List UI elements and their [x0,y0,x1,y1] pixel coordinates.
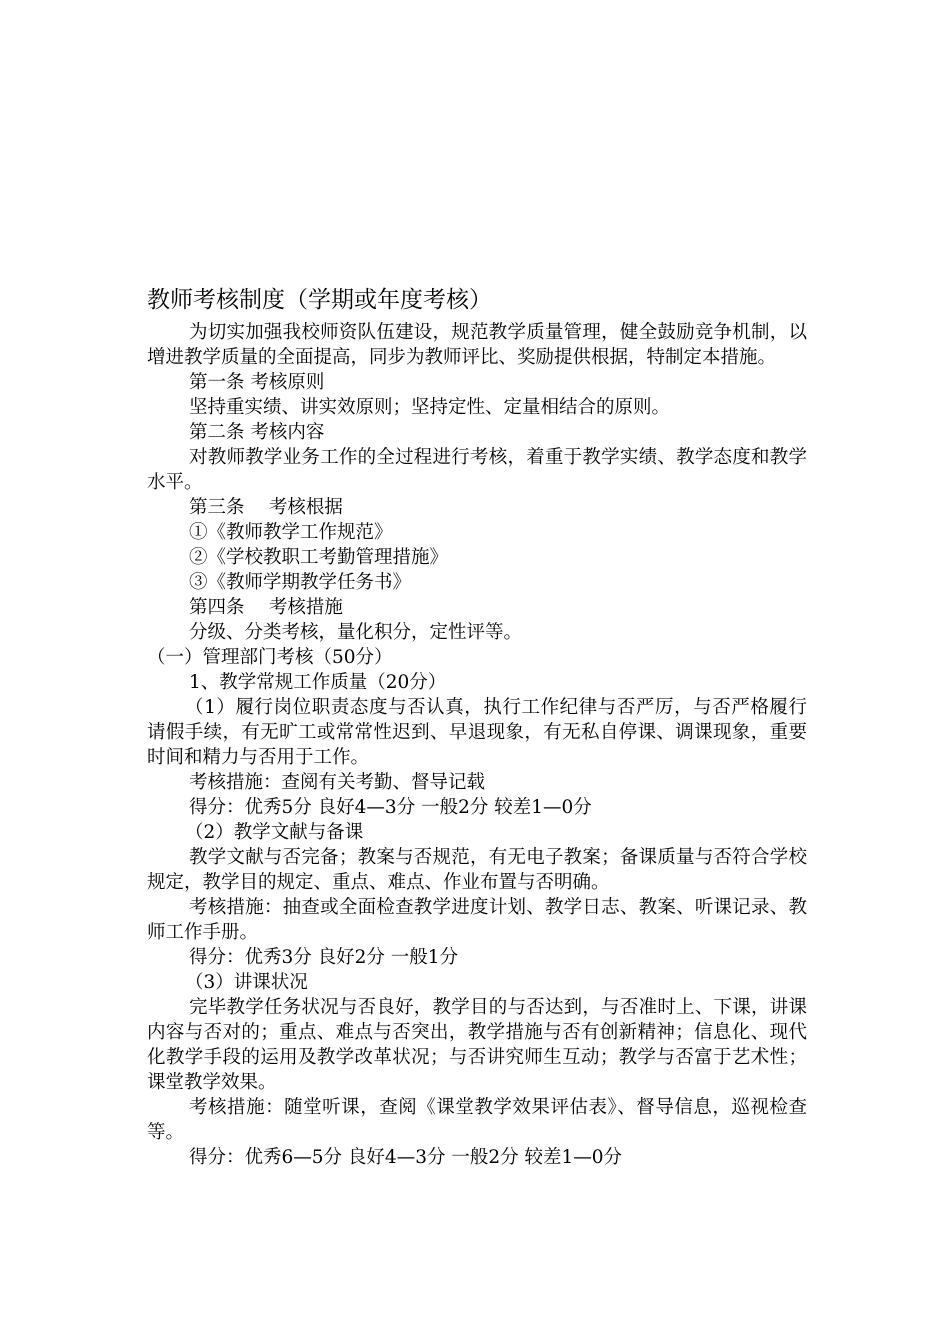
paragraph: 完毕教学任务状况与否良好，教学目的与否达到，与否准时上、下课，讲课内容与否对的；重点、难点与否突出，教学措施与否有创新精神；信息化、现代化教学手段的运用及教学改革状况；与否讲究师生互动；教学与否富于艺术性；课堂教学效果。 [147,997,807,1093]
document-title: 教师考核制度（学期或年度考核） [147,287,492,313]
paragraph: ③《教师学期教学任务书》 [189,572,412,593]
paragraph: 得分：优秀5分 良好4—3分 一般2分 较差1—0分 [189,797,592,818]
paragraph: 得分：优秀6—5分 良好4—3分 一般2分 较差1—0分 [189,1147,623,1168]
paragraph: 第三条 考核根据 [189,497,343,518]
paragraph: 教学文献与否完备；教案与否规范，有无电子教案；备课质量与否符合学校规定，教学目的规定、重点、难点、作业布置与否明确。 [147,847,807,893]
paragraph: （1）履行岗位职责态度与否认真，执行工作纪律与否严厉，与否严格履行请假手续，有无旷工或常常性迟到、早退现象，有无私自停课、调课现象，重要时间和精力与否用于工作。 [147,697,807,768]
paragraph: 坚持重实绩、讲实效原则；坚持定性、定量相结合的原则。 [189,397,671,418]
paragraph: 第二条 考核内容 [189,422,325,443]
document-body [147,284,807,1170]
paragraph: ①《教师教学工作规范》 [189,522,393,543]
paragraph: 考核措施：抽查或全面检查教学进度计划、教学日志、教案、听课记录、教师工作手册。 [147,897,807,943]
paragraph: 对教师教学业务工作的全过程进行考核，着重于教学实绩、教学态度和教学水平。 [147,447,807,493]
paragraph: 为切实加强我校师资队伍建设，规范教学质量管理，健全鼓励竞争机制，以增进教学质量的全面提高，同步为教师评比、奖励提供根据，特制定本措施。 [147,322,807,368]
paragraph: 考核措施：查阅有关考勤、督导记载 [189,772,486,793]
paragraph: 1、教学常规工作质量（20分） [189,672,447,693]
paragraph: 第一条 考核原则 [189,372,325,393]
paragraph: 分级、分类考核，量化积分，定性评等。 [189,622,523,643]
paragraph: （2）教学文献与备课 [185,822,364,843]
paragraph: （一）管理部门考核（50分） [147,647,393,668]
paragraph: （3）讲课状况 [185,972,308,993]
paragraph: 考核措施：随堂听课，查阅《课堂教学效果评估表》、督导信息，巡视检查等。 [147,1097,807,1143]
paragraph: 得分：优秀3分 良好2分 一般1分 [189,947,459,968]
paragraph: 第四条 考核措施 [189,597,343,618]
paragraph: ②《学校教职工考勤管理措施》 [189,547,449,568]
paragraph-list [147,320,807,1170]
